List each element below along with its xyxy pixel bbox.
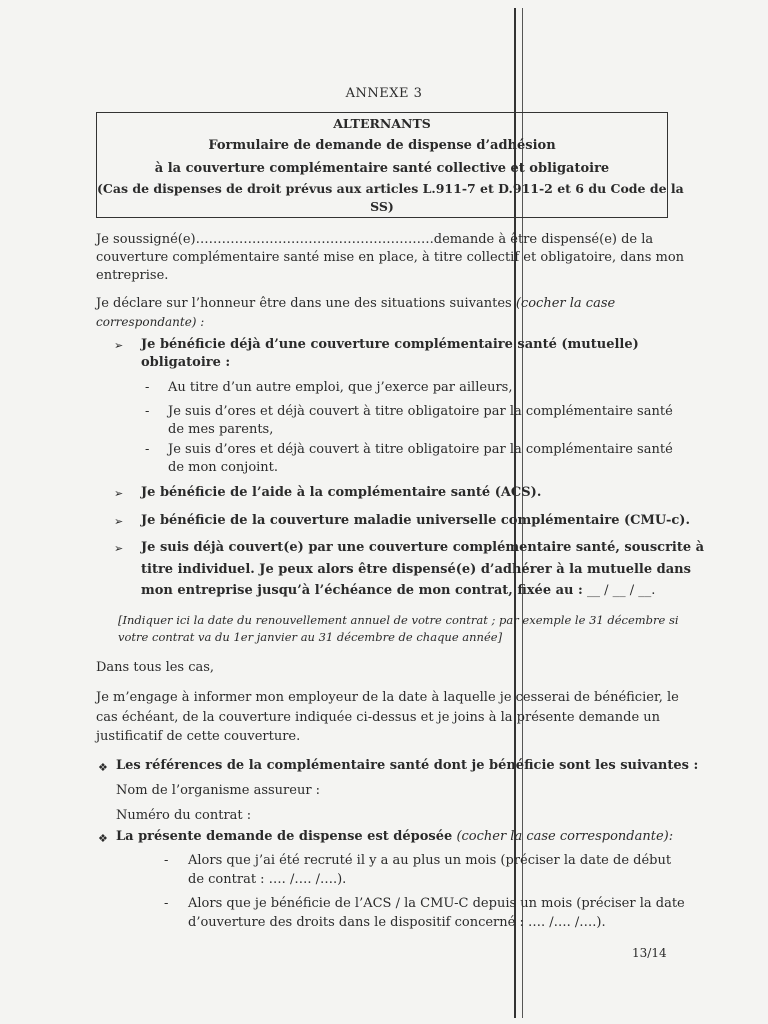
dash-bullet: - — [145, 404, 150, 419]
intro-line: Je soussigné(e)……………………………………………….demande à être dispensé(e) de la — [96, 232, 654, 247]
situation-4-line: Je suis déjà couvert(e) par une couverture complémentaire santé, souscrite à — [141, 540, 705, 555]
four-diamond-bullet-icon: ❖ — [98, 832, 108, 845]
filing-item: d’ouverture des droits dans le dispositif concerné : …. /…. /….). — [188, 915, 606, 930]
engagement-line: Je m’engage à informer mon employeur de la date à laquelle je cesserai de bénéficier, le — [96, 690, 679, 705]
situation-1-line: Je bénéficie déjà d’une couverture complémentaire santé (mutuelle) — [141, 337, 639, 352]
filing-heading-text: La présente demande de dispense est déposée — [116, 829, 453, 844]
dash-bullet: - — [164, 853, 169, 868]
situation-4-line — [141, 583, 655, 599]
insurer-name-label: Nom de l’organisme assureur : — [116, 783, 321, 798]
situation-4-text: mon entreprise jusqu’à l’échéance de mon contrat, fixée au : — [141, 583, 583, 598]
engagement-line: cas échéant, de la couverture indiquée ci-dessus et je joins à la présente demande un — [96, 710, 661, 725]
dash-bullet: - — [145, 380, 150, 395]
declaration-hint: correspondante) : — [96, 315, 205, 329]
situation-4-line: titre individuel. Je peux alors être dispensé(e) d’adhérer à la mutuelle dans — [141, 562, 691, 577]
references-heading: Les références de la complémentaire santé dont je bénéficie sont les suivantes : — [116, 758, 699, 773]
box-line: Formulaire de demande de dispense d’adhésion — [208, 138, 556, 153]
renewal-date-field: __ / __ / __. — [586, 583, 656, 598]
situation-1-line: obligatoire : — [141, 355, 231, 370]
box-line: SS) — [370, 199, 394, 214]
form-title-box — [96, 112, 684, 218]
filing-item: Alors que je bénéficie de l’ACS / la CMU-C depuis un mois (préciser la date — [188, 896, 685, 911]
filing-item: de contrat : …. /…. /….). — [188, 872, 347, 887]
engagement-line: justificatif de cette couverture. — [96, 729, 301, 744]
situation-3: Je bénéficie de la couverture maladie universelle complémentaire (CMU-c). — [141, 513, 690, 528]
dash-bullet: - — [164, 896, 169, 911]
situation-2: Je bénéficie de l’aide à la complémentaire santé (ACS). — [141, 485, 542, 500]
annexe-title: ANNEXE 3 — [345, 86, 423, 101]
sub-item: de mon conjoint. — [168, 460, 279, 475]
sub-item: de mes parents, — [168, 422, 274, 437]
arrowhead-bullet-icon: ➢ — [114, 515, 124, 528]
intro-line: couverture complémentaire santé mise en place, à titre collectif et obligatoire, dans mon — [96, 250, 685, 265]
renewal-note: votre contrat va du 1er janvier au 31 décembre de chaque année] — [118, 630, 503, 644]
page-number: 13/14 — [632, 946, 667, 960]
arrowhead-bullet-icon: ➢ — [114, 542, 124, 555]
filing-heading-hint: (cocher la case correspondante): — [456, 829, 674, 844]
box-line: à la couverture complémentaire santé collective et obligatoire — [154, 161, 610, 176]
arrowhead-bullet-icon: ➢ — [114, 487, 124, 500]
four-diamond-bullet-icon: ❖ — [98, 761, 108, 774]
intro-line: entreprise. — [96, 268, 169, 283]
declaration-line — [96, 296, 615, 312]
declaration-hint: (cocher la case — [515, 296, 616, 311]
all-cases-line: Dans tous les cas, — [96, 660, 215, 675]
filing-heading — [116, 829, 673, 845]
renewal-note: [Indiquer ici la date du renouvellement annuel de votre contrat ; par exemple le 31 décembre si — [118, 613, 679, 627]
sub-item: Au titre d’un autre emploi, que j’exerce par ailleurs, — [168, 380, 513, 395]
sub-item: Je suis d’ores et déjà couvert à titre obligatoire par la complémentaire santé — [168, 442, 673, 457]
filing-item: Alors que j’ai été recruté il y a au plus un mois (préciser la date de début — [188, 853, 672, 868]
box-lead: ALTERNANTS — [333, 116, 431, 131]
contract-number-label: Numéro du contrat : — [116, 808, 252, 823]
dash-bullet: - — [145, 442, 150, 457]
sub-item: Je suis d’ores et déjà couvert à titre obligatoire par la complémentaire santé — [168, 404, 673, 419]
declaration-text: Je déclare sur l’honneur être dans une des situations suivantes — [96, 296, 512, 311]
arrowhead-bullet-icon: ➢ — [114, 339, 124, 352]
box-line: (Cas de dispenses de droit prévus aux articles L.911-7 et D.911-2 et 6 du Code de la — [97, 181, 684, 196]
